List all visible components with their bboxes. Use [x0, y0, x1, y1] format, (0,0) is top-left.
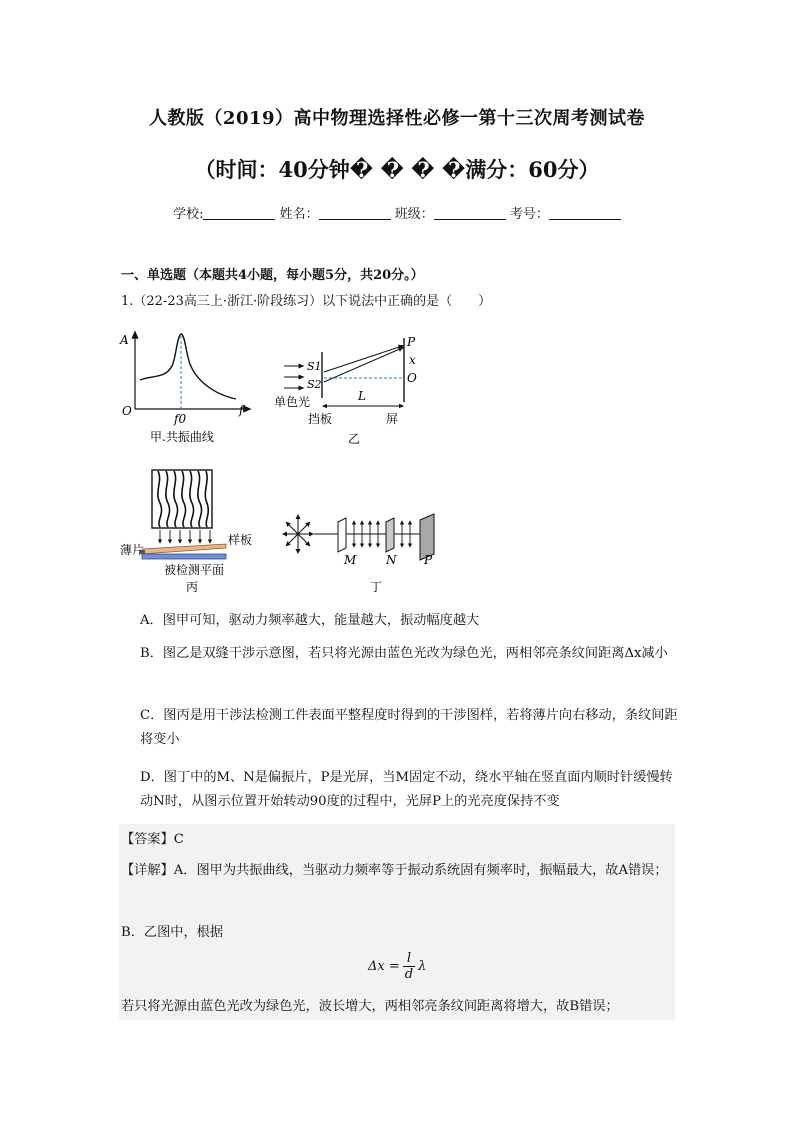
school-blank[interactable] — [203, 207, 275, 220]
bing-sample-label: 样板 — [228, 533, 253, 547]
formula-fraction — [403, 951, 415, 982]
bing-light-arrows — [160, 530, 210, 542]
jia-resonance-curve — [140, 334, 236, 399]
yi-screen-label: 屏 — [386, 412, 399, 426]
yi-s1-label: S1 — [307, 360, 322, 373]
option-a[interactable]: A．图甲可知，驱动力频率越大，能量越大，振动幅度越大 — [140, 613, 480, 628]
exam-no-label: 考号： — [509, 207, 549, 222]
yi-caption: 乙 — [348, 432, 361, 446]
jia-x-label: f — [239, 403, 244, 417]
figure-ding-polarizers — [278, 506, 448, 596]
student-info-line — [0, 203, 794, 222]
answer-label: 【答案】C — [121, 832, 184, 847]
name-blank[interactable] — [319, 207, 391, 220]
jia-y-label: A — [120, 333, 129, 347]
jia-caption: 甲.共振曲线 — [150, 430, 214, 444]
formula-rhs: λ — [418, 959, 427, 974]
bing-sheet-label: 薄片 — [120, 543, 145, 557]
yi-p-label: P — [407, 335, 416, 349]
exam-title: 人教版（2019）高中物理选择性必修一第十三次周考测试卷 — [148, 108, 646, 129]
yi-s2-label: S2 — [307, 378, 322, 391]
section-heading: 一、单选题（本题共4小题，每小题5分，共20分。） — [121, 268, 424, 283]
ding-polarizer-m — [338, 518, 346, 552]
jia-f0-label: f0 — [174, 412, 187, 426]
option-b[interactable]: B．图乙是双缝干涉示意图，若只将光源由蓝色光改为绿色光，两相邻亮条纹间距离Δx减小 — [140, 646, 668, 661]
formula-numerator: l — [406, 951, 411, 966]
ding-p-label: P — [424, 553, 433, 567]
yi-x-label: x — [409, 353, 416, 367]
class-blank[interactable] — [434, 207, 506, 220]
name-label: 姓名： — [279, 207, 319, 222]
bing-caption: 丙 — [186, 580, 199, 594]
figure-bing-interference — [118, 466, 268, 596]
ding-polarizer-n — [386, 518, 394, 552]
exam-subtitle: （时间：40分钟� � � �满分：60分） — [194, 157, 600, 182]
answer-detail-b-intro: B．乙图中，根据 — [121, 925, 224, 940]
answer-formula — [368, 951, 426, 982]
ding-n-label: N — [386, 553, 397, 567]
yi-baffle-label: 挡板 — [308, 412, 333, 426]
bing-surface-label: 被检测平面 — [164, 563, 225, 577]
ding-caption: 丁 — [370, 580, 383, 594]
question-stem: 1.（22-23高三上·浙江·阶段练习）以下说法中正确的是（ ） — [121, 294, 492, 309]
yi-l-label: L — [358, 389, 366, 403]
yi-ray-s2 — [324, 348, 402, 382]
formula-lhs: Δx = — [368, 959, 400, 974]
formula-denominator: d — [404, 967, 414, 982]
answer-detail-a: 【详解】A．图甲为共振曲线，当驱动力频率等于振动系统固有频率时，振幅最大，故A错误； — [121, 863, 668, 878]
figure-yi-double-slit — [272, 330, 422, 448]
bing-test-surface — [142, 554, 226, 559]
option-d[interactable]: D．图丁中的M、N是偏振片，P是光屏，当M固定不动，绕水平轴在竖直面内顺时针缓慢转动N时，从图示位置开始转动90度的过程中，光屏P上的光亮度保持不变 — [140, 770, 673, 809]
school-label: 学校: — [173, 207, 204, 222]
figure-jia-resonance-curve — [118, 330, 258, 448]
jia-origin-label: O — [122, 404, 132, 418]
class-label: 班级： — [394, 207, 434, 222]
ding-m-label: M — [344, 553, 357, 567]
exam-no-blank[interactable] — [549, 207, 621, 220]
bing-sample-plate — [142, 544, 226, 554]
ding-unpolarized-star — [284, 516, 312, 552]
option-c[interactable]: C．图丙是用干涉法检测工件表面平整程度时得到的干涉图样，若将薄片向右移动，条纹间距将变小 — [140, 708, 678, 747]
yi-light-label: 单色光 — [274, 395, 311, 409]
yi-ray-s1 — [324, 346, 402, 372]
answer-detail-b-end: 若只将光源由蓝色光改为绿色光，波长增大，两相邻亮条纹间距离将增大，故B错误； — [121, 999, 619, 1014]
yi-o-label: O — [407, 371, 417, 385]
